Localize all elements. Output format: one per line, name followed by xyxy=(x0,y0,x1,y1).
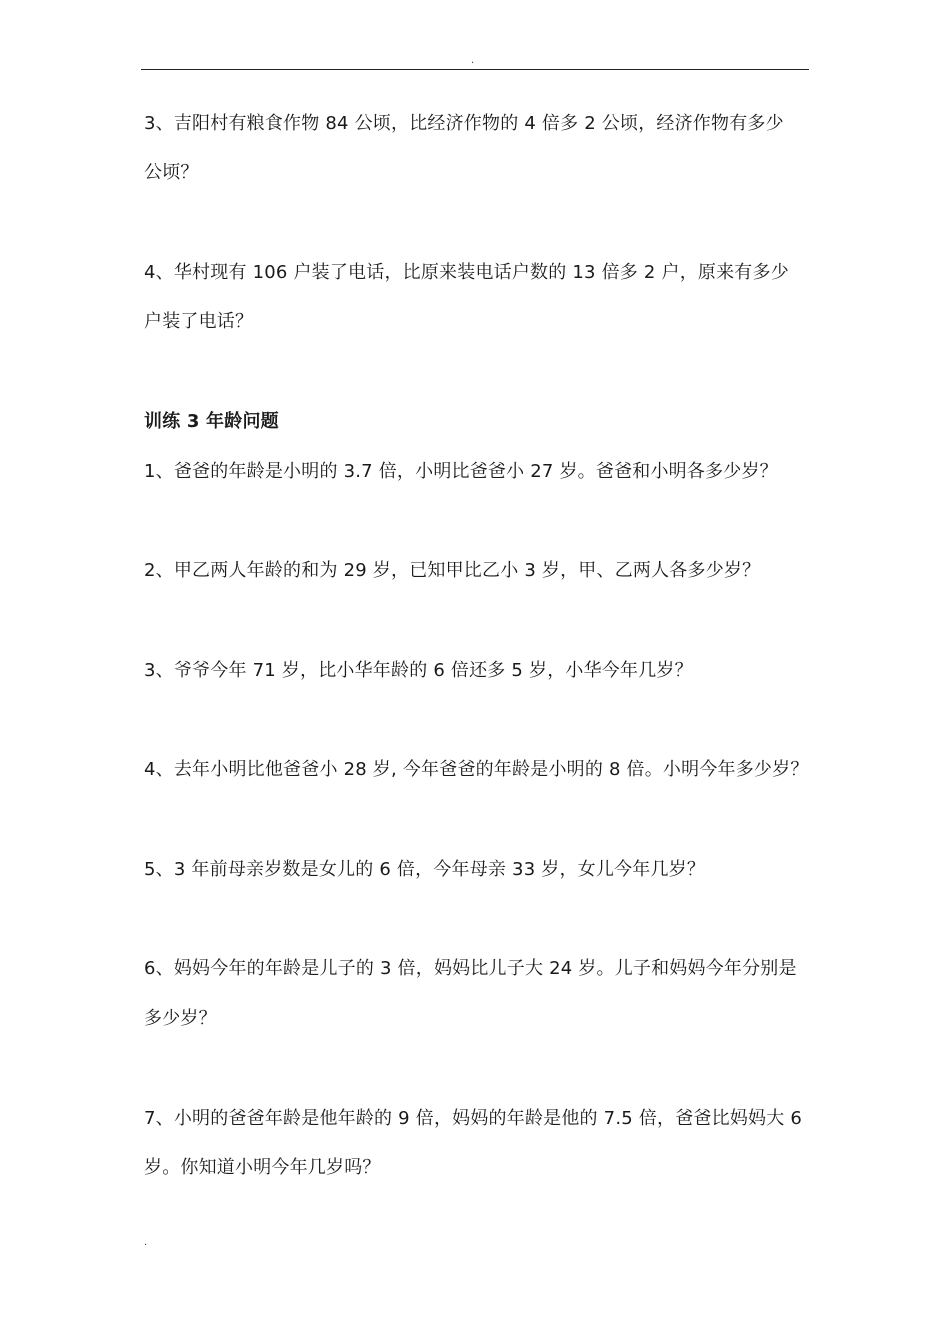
age-question-2: 2、甲乙两人年龄的和为 29 岁，已知甲比乙小 3 岁，甲、乙两人各多少岁？ xyxy=(144,560,761,581)
age-question-6-line-1: 6、妈妈今年的年龄是儿子的 3 倍，妈妈比儿子大 24 岁。儿子和妈妈今年分别是 xyxy=(144,958,797,979)
age-question-6-line-2: 多少岁？ xyxy=(144,1008,217,1029)
age-question-7-line-1: 7、小明的爸爸年龄是他年龄的 9 倍，妈妈的年龄是他的 7.5 倍，爸爸比妈妈大 6 xyxy=(144,1108,802,1129)
question-4-line-2: 户装了电话？ xyxy=(144,311,254,332)
age-question-5: 5、3 年前母亲岁数是女儿的 6 倍，今年母亲 33 岁，女儿今年几岁？ xyxy=(144,859,706,880)
age-question-3: 3、爷爷今年 71 岁，比小华年龄的 6 倍还多 5 岁，小华今年几岁？ xyxy=(144,660,693,681)
age-question-7-line-2: 岁。你知道小明今年几岁吗？ xyxy=(144,1157,381,1178)
section-heading: 训练 3 年龄问题 xyxy=(144,411,279,432)
footer-mark: . xyxy=(144,1237,148,1248)
age-question-1: 1、爸爸的年龄是小明的 3.7 倍，小明比爸爸小 27 岁。爸爸和小明各多少岁？ xyxy=(144,461,778,482)
question-3-line-1: 3、吉阳村有粮食作物 84 公顷，比经济作物的 4 倍多 2 公顷，经济作物有多少 xyxy=(144,113,784,134)
question-4-line-1: 4、华村现有 106 户装了电话，比原来装电话户数的 13 倍多 2 户，原来有多少 xyxy=(144,262,789,283)
age-question-4: 4、去年小明比他爸爸小 28 岁, 今年爸爸的年龄是小明的 8 倍。小明今年多少岁？ xyxy=(144,759,809,780)
header-mark: . xyxy=(471,55,475,66)
header-rule xyxy=(141,69,809,70)
question-3-line-2: 公顷？ xyxy=(144,162,199,183)
